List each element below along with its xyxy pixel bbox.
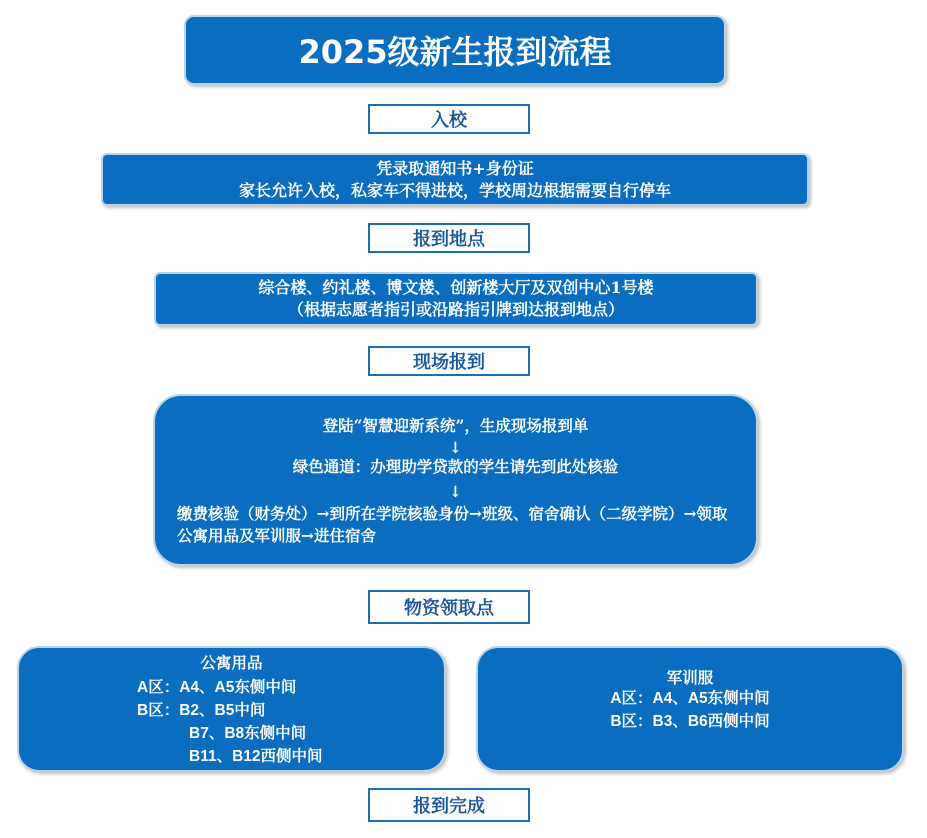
onsite-step-green-channel: 绿色通道：办理助学贷款的学生请先到此处核验	[292, 457, 619, 476]
enter-school-line: 家长允许入校，私家车不得进校，学校周边根据需要自行停车	[238, 180, 671, 200]
enter-school-line: 凭录取通知书+身份证	[376, 158, 534, 178]
uniform-line: A区：A4、A5东侧中间	[610, 690, 770, 707]
onsite-step-login: 登陆“智慧迎新系统”，生成现场报到单	[322, 416, 589, 435]
location-box	[154, 272, 758, 326]
step-label-enter-school: 入校	[368, 104, 530, 134]
onsite-step-process: 缴费核验（财务处）→到所在学院核验身份→班级、宿舍确认（二级学院）→领取公寓用品及军训服→进住宿舍	[177, 504, 728, 545]
apartment-supplies-line: B区：B2、B5中间	[137, 702, 266, 719]
onsite-box	[153, 394, 758, 566]
step-label-supplies: 物资领取点	[368, 590, 530, 624]
step-label-onsite: 现场报到	[368, 346, 530, 376]
enter-school-box	[101, 153, 809, 206]
apartment-supplies-line: B11、B12西侧中间	[189, 748, 323, 765]
page-title: 2025级新生报到流程	[184, 15, 726, 85]
apartment-supplies-line: B7、B8东侧中间	[189, 725, 307, 742]
location-line: 综合楼、约礼楼、博文楼、创新楼大厅及双创中心1号楼	[258, 278, 654, 297]
location-line: （根据志愿者指引或沿路指引牌到达报到地点）	[287, 300, 624, 319]
uniform-title: 军训服	[666, 668, 714, 687]
apartment-supplies-title: 公寓用品	[200, 653, 263, 672]
step-label-done: 报到完成	[368, 788, 530, 822]
down-arrow-icon: ↓	[449, 438, 462, 457]
apartment-supplies-line: A区：A4、A5东侧中间	[137, 679, 297, 696]
uniform-box	[476, 646, 904, 772]
uniform-line: B区：B3、B6西侧中间	[610, 713, 770, 730]
step-label-location: 报到地点	[368, 223, 530, 253]
down-arrow-icon: ↓	[449, 482, 462, 501]
apartment-supplies-box	[17, 646, 446, 772]
